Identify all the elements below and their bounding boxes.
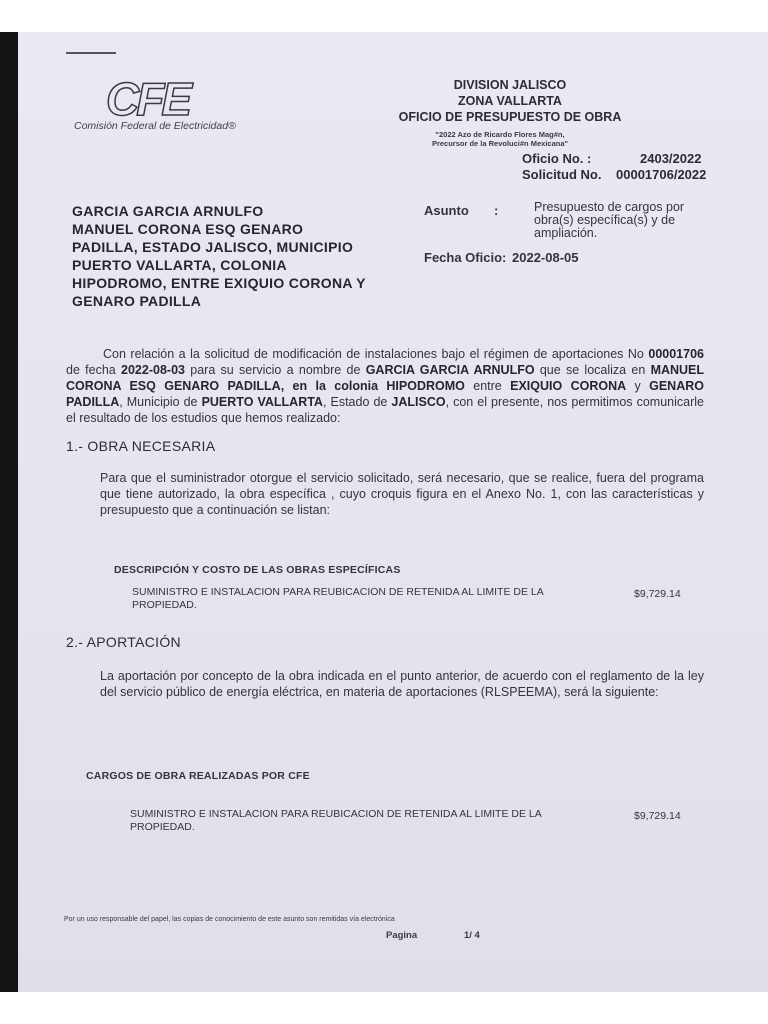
recipient-line: MANUEL CORONA ESQ GENARO bbox=[72, 221, 304, 237]
header-motto-line2: Precursor de la Revoluci#n Mexicana" bbox=[431, 139, 569, 148]
asunto-separator: : bbox=[494, 203, 499, 218]
page-number: 1/ 4 bbox=[464, 930, 480, 941]
section1-price: $9,729.14 bbox=[634, 588, 681, 600]
fecha-oficio-value: 2022-08-05 bbox=[512, 250, 579, 265]
recipient-line: HIPODROMO, ENTRE EXIQUIO CORONA Y bbox=[72, 275, 366, 291]
asunto-label: Asunto bbox=[424, 203, 469, 218]
recipient-address bbox=[72, 202, 392, 310]
section2-price: $9,729.14 bbox=[634, 810, 681, 822]
recipient-line: PADILLA, ESTADO JALISCO, MUNICIPIO bbox=[72, 239, 354, 255]
header-division: DIVISION JALISCO bbox=[453, 78, 567, 92]
solicitud-label: Solicitud No. bbox=[522, 167, 602, 182]
corner-dash bbox=[66, 52, 116, 54]
section1-item: SUMINISTRO E INSTALACION PARA REUBICACION DE RETENIDA AL LIMITE DE LA PROPIEDAD. bbox=[132, 586, 544, 611]
intro-paragraph: Con relación a la solicitud de modificación de instalaciones bajo el régimen de aportaciones No 00001706 de fecha 2022-08-03 para su servicio a nombre de GARCIA GARCIA ARNULFO que se localiza en MANUEL CORONA ESQ GENARO PADILLA, en la colonia HIPODROMO entre EXIQUIO CORONA y GENARO PADILLA, Municipio de PUERTO VALLARTA, Estado de JALISCO, con el presente, nos permitimos comunicarle el resultado de los estudios que hemos realizado: bbox=[66, 347, 705, 425]
recipient-line: GARCIA GARCIA ARNULFO bbox=[72, 203, 264, 219]
header-motto-line1: "2022 Azo de Ricardo Flores Mag#n, bbox=[435, 130, 565, 139]
header-oficio-title: OFICIO DE PRESUPUESTO DE OBRA bbox=[398, 110, 622, 124]
section2-subtitle: CARGOS DE OBRA REALIZADAS POR CFE bbox=[86, 770, 310, 782]
cfe-logo: CFE bbox=[106, 73, 189, 125]
cfe-logo-subtitle: Comisión Federal de Electricidad® bbox=[74, 120, 236, 132]
section1-paragraph: Para que el suministrador otorgue el servicio solicitado, será necesario, que se realice, fuera del programa que tiene autorizado, la obra específica , cuyo croquis figura en el Anexo No. 1, con las características y presupuesto que a continuación se listan: bbox=[100, 471, 704, 517]
header-zona: ZONA VALLARTA bbox=[458, 94, 562, 108]
recipient-line: PUERTO VALLARTA, COLONIA bbox=[72, 257, 287, 273]
asunto-text: Presupuesto de cargos por obra(s) específica(s) y de ampliación. bbox=[534, 200, 685, 240]
oficio-number: 2403/2022 bbox=[640, 151, 702, 166]
solicitud-number: 00001706/2022 bbox=[616, 167, 707, 182]
fecha-oficio-label: Fecha Oficio: bbox=[424, 250, 507, 265]
oficio-label: Oficio No. : bbox=[522, 151, 592, 166]
scan-dark-edge bbox=[0, 32, 18, 992]
section2-paragraph: La aportación por concepto de la obra indicada en el punto anterior, de acuerdo con el reglamento de la ley del servicio público de energía eléctrica, en materia de aportaciones (RLSPEEMA), será la siguiente: bbox=[100, 669, 704, 699]
section2-item: SUMINISTRO E INSTALACION PARA REUBICACION DE RETENIDA AL LIMITE DE LA PROPIEDAD. bbox=[130, 808, 542, 833]
top-margin bbox=[0, 0, 768, 32]
section1-title: 1.- OBRA NECESARIA bbox=[66, 438, 216, 454]
footer-note: Por un uso responsable del papel, las copias de conocimiento de este asunto son remitidas vía electrónica bbox=[64, 916, 395, 923]
document-page bbox=[18, 32, 768, 992]
page-label: Pagina bbox=[386, 930, 418, 941]
section1-subtitle: DESCRIPCIÓN Y COSTO DE LAS OBRAS ESPECÍFICAS bbox=[114, 564, 401, 576]
section2-title: 2.- APORTACIÓN bbox=[66, 634, 181, 650]
recipient-line: GENARO PADILLA bbox=[72, 293, 202, 309]
bottom-margin bbox=[0, 992, 768, 1024]
